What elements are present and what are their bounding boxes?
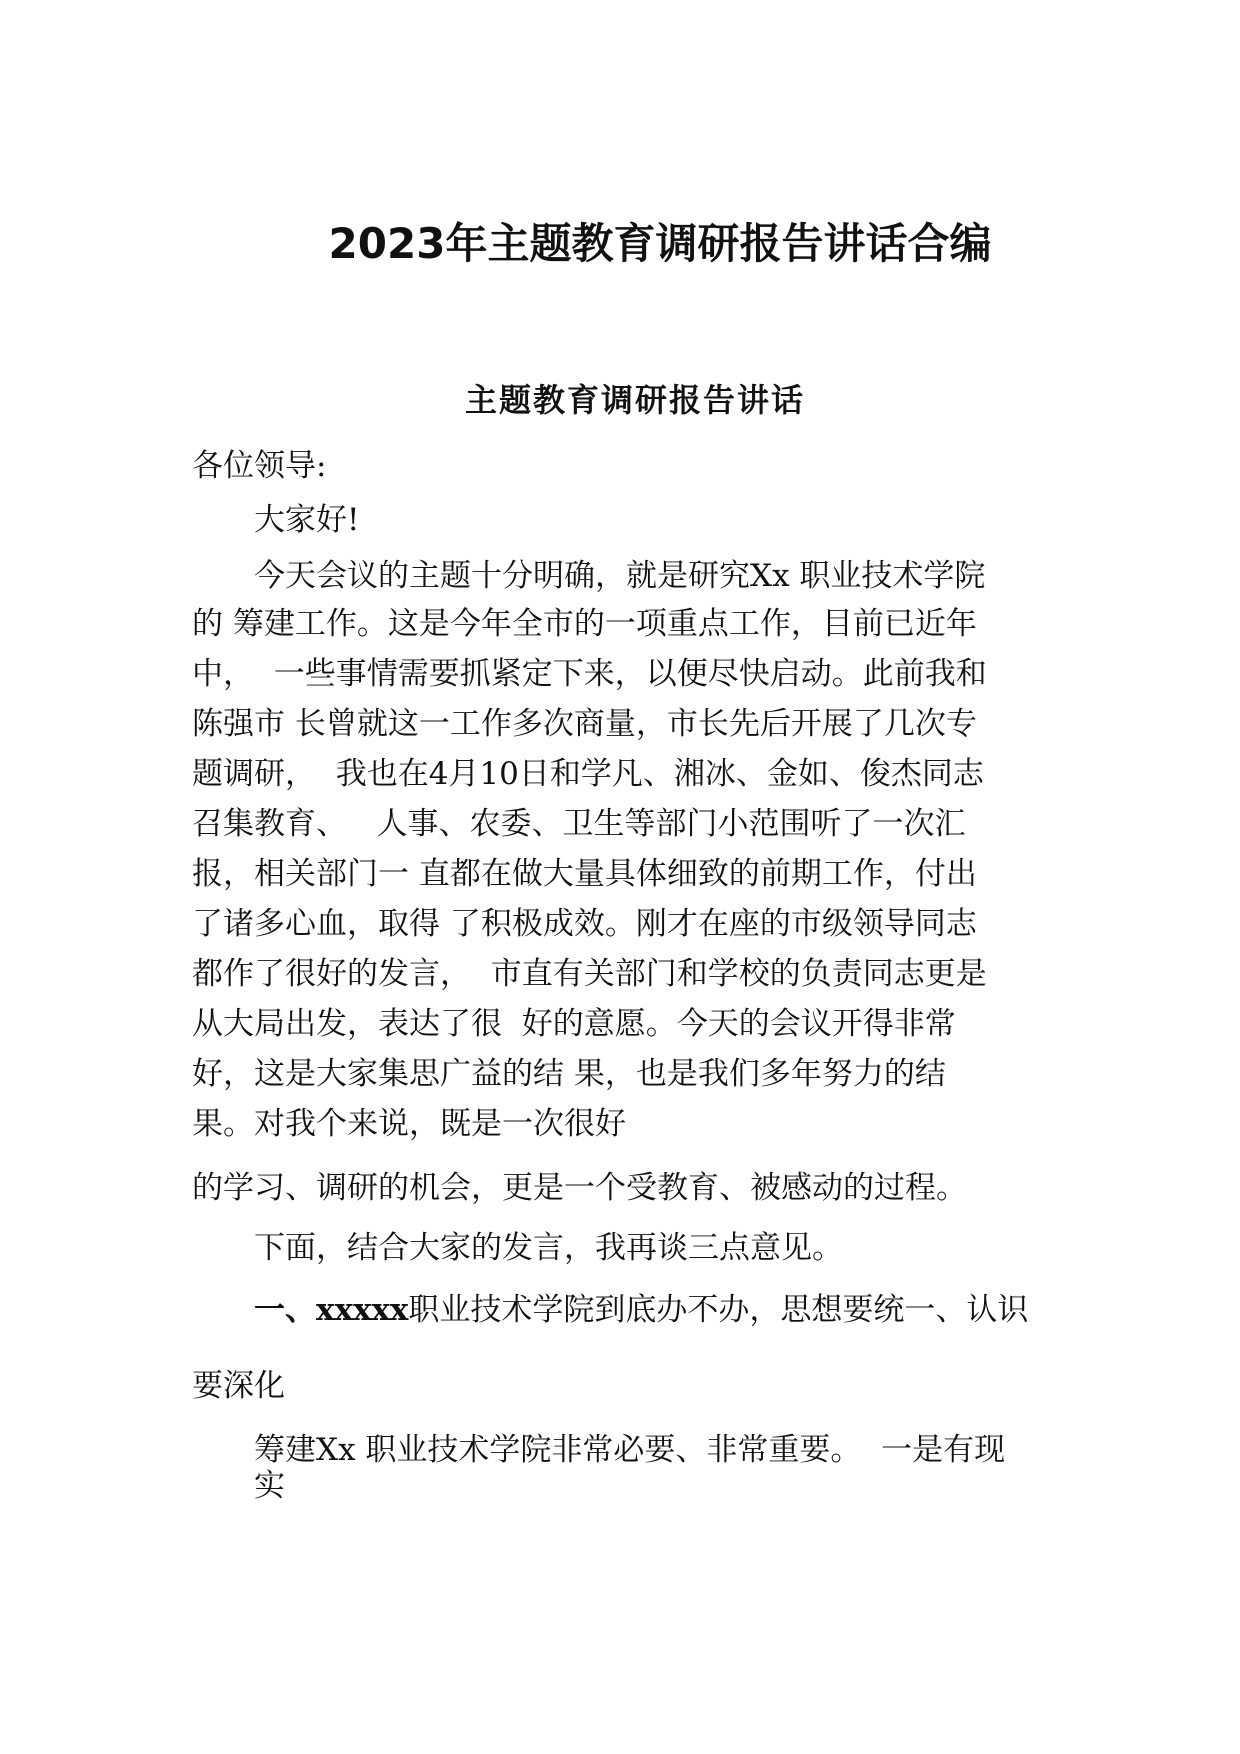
- transition-line: 下面，结合大家的发言，我再谈三点意见。: [254, 1230, 843, 1266]
- paragraph-line: 报，相关部门一 直都在做大量具体细致的前期工作，付出: [192, 856, 977, 892]
- paragraph-line: 的学习、调研的机会，更是一个受教育、被感动的过程。: [192, 1170, 967, 1206]
- paragraph-line: 筹建Xx 职业技术学院非常必要、非常重要。 一是有现: [254, 1432, 1006, 1468]
- document-title: 2023年主题教育调研报告讲话合编: [328, 219, 992, 268]
- heading-one-text: 职业技术学院到底办不办，思想要统一、认识: [408, 1292, 1029, 1328]
- paragraph-line: 陈强市 长曾就这一工作多次商量，市长先后开展了几次专: [192, 706, 977, 742]
- paragraph-line: 都作了很好的发言， 市直有关部门和学校的负责同志更是: [192, 956, 987, 992]
- paragraph-line: 的 筹建工作。这是今年全市的一项重点工作，目前已近年: [192, 606, 977, 642]
- paragraph-line: 果。对我个来说，既是一次很好: [192, 1106, 626, 1142]
- paragraph-line: 从大局出发，表达了很 好的意愿。今天的会议开得非常: [192, 1006, 956, 1042]
- salutation: 各位领导:: [192, 448, 327, 484]
- heading-one-number: 一、: [254, 1292, 316, 1328]
- paragraph-line: 实: [254, 1468, 285, 1504]
- heading-one: [254, 1290, 1028, 1330]
- paragraph-line: 中， 一些事情需要抓紧定下来，以便尽快启动。此前我和: [192, 656, 987, 692]
- greeting: 大家好!: [254, 502, 360, 538]
- heading-one-continuation: 要深化: [192, 1368, 285, 1404]
- paragraph-line: 了诸多心血，取得 了积极成效。刚才在座的市级领导同志: [192, 906, 977, 942]
- paragraph-line: 召集教育、 人事、农委、卫生等部门小范围听了一次汇: [192, 806, 966, 842]
- section-title: 主题教育调研报告讲话: [464, 381, 805, 419]
- paragraph-line: 好，这是大家集思广益的结 果，也是我们多年努力的结: [192, 1056, 946, 1092]
- paragraph-line: 题调研， 我也在4月10日和学凡、湘冰、金如、俊杰同志: [192, 756, 984, 792]
- heading-one-bold-term: xxxxx: [316, 1292, 409, 1328]
- paragraph-line: 今天会议的主题十分明确，就是研究Xx 职业技术学院: [254, 558, 986, 594]
